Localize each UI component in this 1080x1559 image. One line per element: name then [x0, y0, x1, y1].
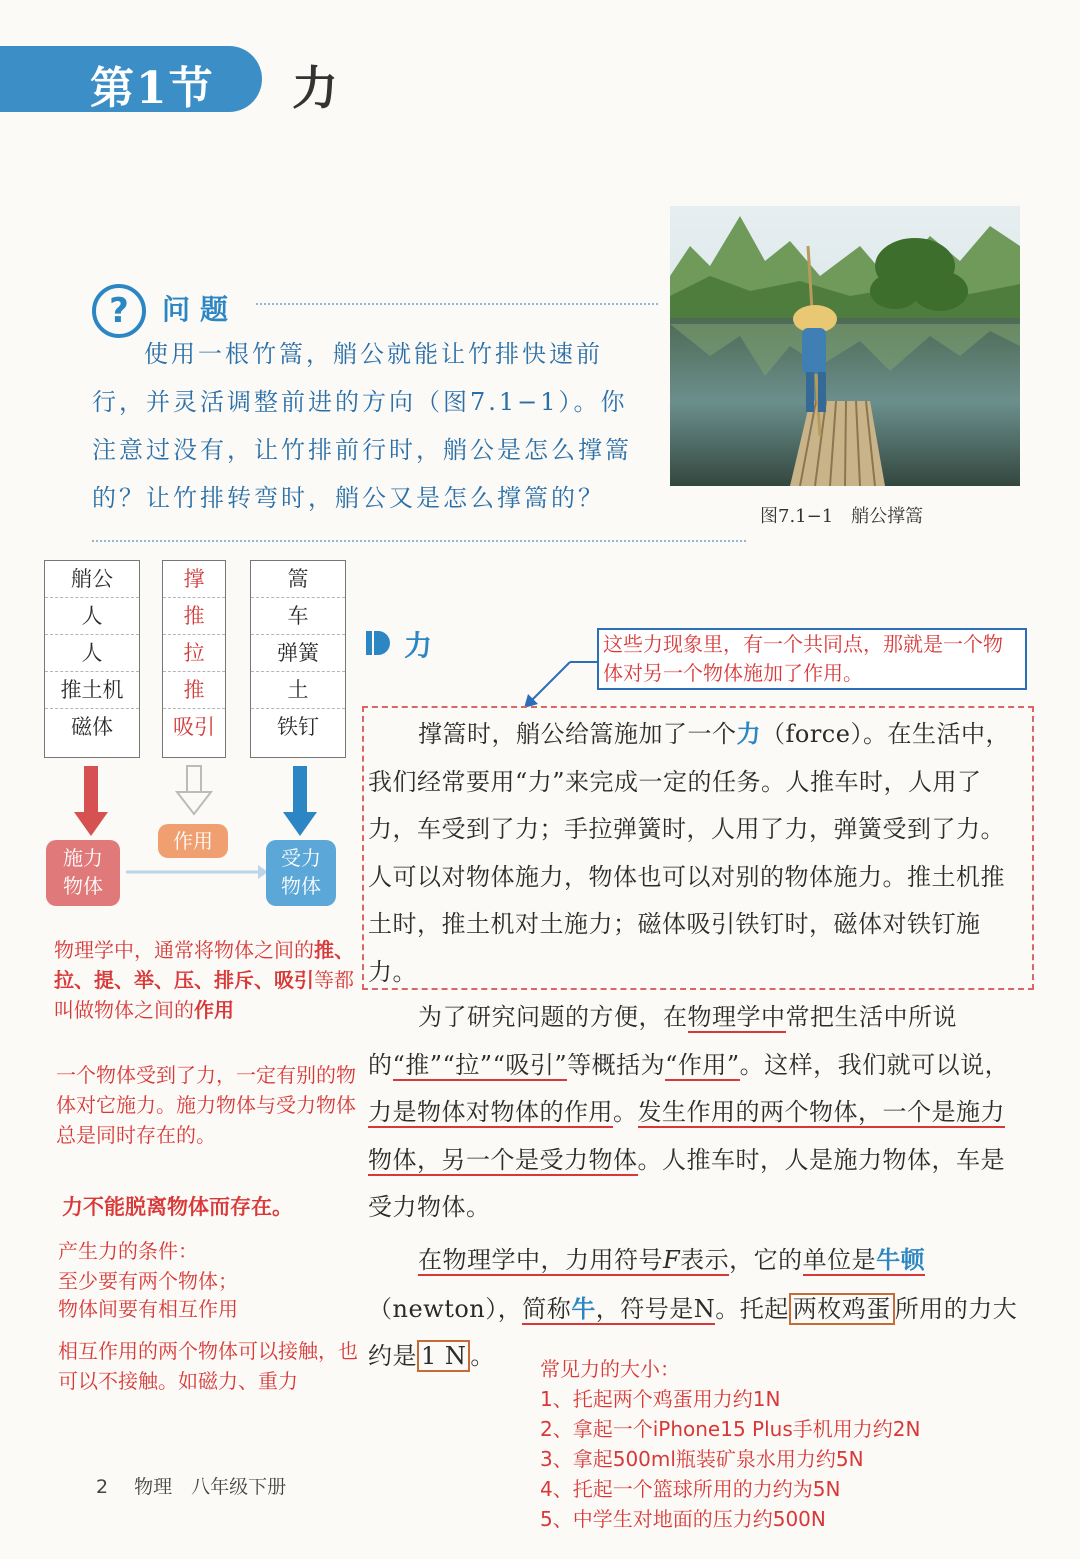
right-arrow-icon: [122, 862, 270, 882]
blue-down-arrow-icon: [283, 766, 317, 836]
underlined-text: 物理学中: [687, 1003, 786, 1031]
text: ，它的: [729, 1246, 803, 1274]
table-col-applier: [44, 560, 140, 758]
note-condition-2: 物体间要有相互作用: [58, 1297, 238, 1321]
note-definition: [54, 935, 356, 1025]
term-niu: 牛: [571, 1293, 596, 1323]
text: 等概括为: [567, 1050, 666, 1079]
book-title: 物理 八年级下册: [134, 1476, 287, 1498]
applier-box: 施力 物体: [46, 840, 120, 906]
text: 撑篙时，艄公给篙施加了一个: [418, 720, 737, 748]
text: 常把生活中所说的: [368, 1003, 957, 1079]
page-number: 2: [96, 1476, 109, 1498]
table-col-action: [162, 560, 226, 758]
table-cell: 铁钉: [277, 715, 319, 739]
section-marker-icon: [366, 630, 390, 656]
question-text: 使用一根竹篙，艄公就能让竹排快速前行，并灵活调整前进的方向（图7.1−1）。你注意过没有，让竹排前行时，艄公是怎么撑篙的？让竹排转弯时，艄公又是怎么撑篙的？: [92, 340, 632, 512]
note-bold: 作用: [194, 998, 234, 1022]
text: 。: [470, 1342, 495, 1370]
text: 简称: [522, 1294, 572, 1323]
note-key-point: 力不能脱离物体而存在。: [62, 1195, 293, 1219]
common-force-item: 1、托起两个鸡蛋用力约1N: [540, 1387, 781, 1411]
boxed-text: 两枚鸡蛋: [789, 1293, 895, 1325]
table-cell: 篙: [251, 561, 345, 598]
text: 为了研究问题的方便，在: [418, 1003, 688, 1031]
table-cell: 人: [45, 635, 139, 672]
text: 表示: [680, 1246, 730, 1274]
table-cell: 撑: [163, 561, 225, 598]
note-bold: 推、拉、提、举、压、排斥、吸引: [54, 938, 354, 992]
common-force-item: 5、中学生对地面的压力约500N: [540, 1507, 826, 1531]
underlined-text: “作用”: [665, 1050, 740, 1079]
divider: [92, 540, 746, 542]
section-label: 第1节: [90, 63, 215, 114]
text: （newton），: [368, 1294, 523, 1323]
hollow-down-arrow-icon: [177, 766, 211, 814]
paragraph-1: [368, 710, 1024, 996]
text: 。人推车时，人是施力物体，车是受力物体。: [368, 1145, 1005, 1221]
table-cell: 推: [163, 598, 225, 635]
symbol-F: F: [663, 1246, 681, 1274]
common-forces-title: 常见力的大小：: [540, 1357, 680, 1381]
note-text: 等都叫做物体之间的: [54, 968, 354, 1022]
text: 。: [613, 1098, 638, 1126]
table-cell: 艄公: [45, 561, 139, 598]
question-title: 问题: [162, 293, 239, 326]
text: 单位是: [802, 1246, 877, 1274]
page-footer: [96, 1472, 286, 1499]
underlined-text: [803, 1246, 926, 1276]
underlined-text: [522, 1295, 715, 1325]
underlined-text: 发生作用的两个物体，一个是施力物体，另一个是受力物体: [368, 1098, 1005, 1174]
callout-note: 这些力现象里，有一个共同点，那就是一个物体对另一个物体施加了作用。: [597, 628, 1027, 690]
table-cell: 人: [45, 598, 139, 635]
common-force-item: 3、拿起500ml瓶装矿泉水用力约5N: [540, 1447, 864, 1471]
note-contact: 相互作用的两个物体可以接触，也可以不接触。如磁力、重力: [58, 1339, 358, 1393]
common-force-item: 4、托起一个篮球所用的力约为5N: [540, 1477, 841, 1501]
red-down-arrow-icon: [74, 766, 108, 836]
text: （force）。在生活中，我们经常要用“力”来完成一定的任务。人推车时，人用了力，车受到了力；手拉弹簧时，人用了力，弹簧受到了力。人可以对物体施力，物体也可以对别的物体施力。推土机推土时，推土机对土施力；磁体吸引铁钉时，磁体对铁钉施力。: [368, 720, 1010, 986]
paragraph-3: [368, 1236, 1024, 1381]
note-applier-receiver: 一个物体受到了力，一定有别的物体对它施力。施力物体与受力物体总是同时存在的。: [56, 1063, 356, 1147]
table-cell: 吸引: [173, 715, 215, 739]
action-box: 作用: [158, 824, 228, 858]
callout-arrow-icon: [520, 658, 600, 710]
text: ，符号是N: [595, 1294, 716, 1323]
question-icon: ?: [92, 284, 146, 338]
underlined-text: “推”“拉”“吸引”: [392, 1050, 568, 1079]
table-cell: 推: [163, 672, 225, 709]
table-cell: 土: [251, 672, 345, 709]
text: 所用的力大约是: [368, 1294, 1018, 1370]
common-force-item: 2、拿起一个iPhone15 Plus手机用力约2N: [540, 1417, 921, 1441]
term-newton: 牛顿: [876, 1245, 926, 1274]
table-cell: 磁体: [71, 715, 113, 739]
figure-caption: 图7.1−1 艄公撑篙: [760, 506, 924, 527]
boatman-photo: [670, 206, 1020, 486]
table-cell: 推土机: [45, 672, 139, 709]
term-force: 力: [736, 719, 761, 748]
text: 。托起: [715, 1294, 789, 1323]
section-heading: 力: [404, 629, 433, 662]
underlined-text: [418, 1246, 729, 1276]
divider: [256, 303, 658, 305]
note-text: 物理学中，通常将物体之间的: [54, 938, 314, 962]
underlined-definition: 力是物体对物体的作用: [368, 1098, 613, 1126]
paragraph-2: [368, 994, 1024, 1232]
table-cell: 车: [251, 598, 345, 635]
text: 。这样，我们就可以说，: [739, 1050, 1010, 1079]
text: 在物理学中，力用符号: [418, 1246, 663, 1274]
boxed-text: 1 N: [417, 1340, 470, 1372]
note-conditions-title: 产生力的条件：: [58, 1239, 198, 1263]
table-col-receiver: [250, 560, 346, 758]
table-cell: 弹簧: [251, 635, 345, 672]
note-condition-1: 至少要有两个物体；: [58, 1269, 238, 1293]
table-cell: 拉: [163, 635, 225, 672]
page-title: 力: [292, 61, 338, 115]
receiver-box: 受力 物体: [266, 840, 336, 906]
